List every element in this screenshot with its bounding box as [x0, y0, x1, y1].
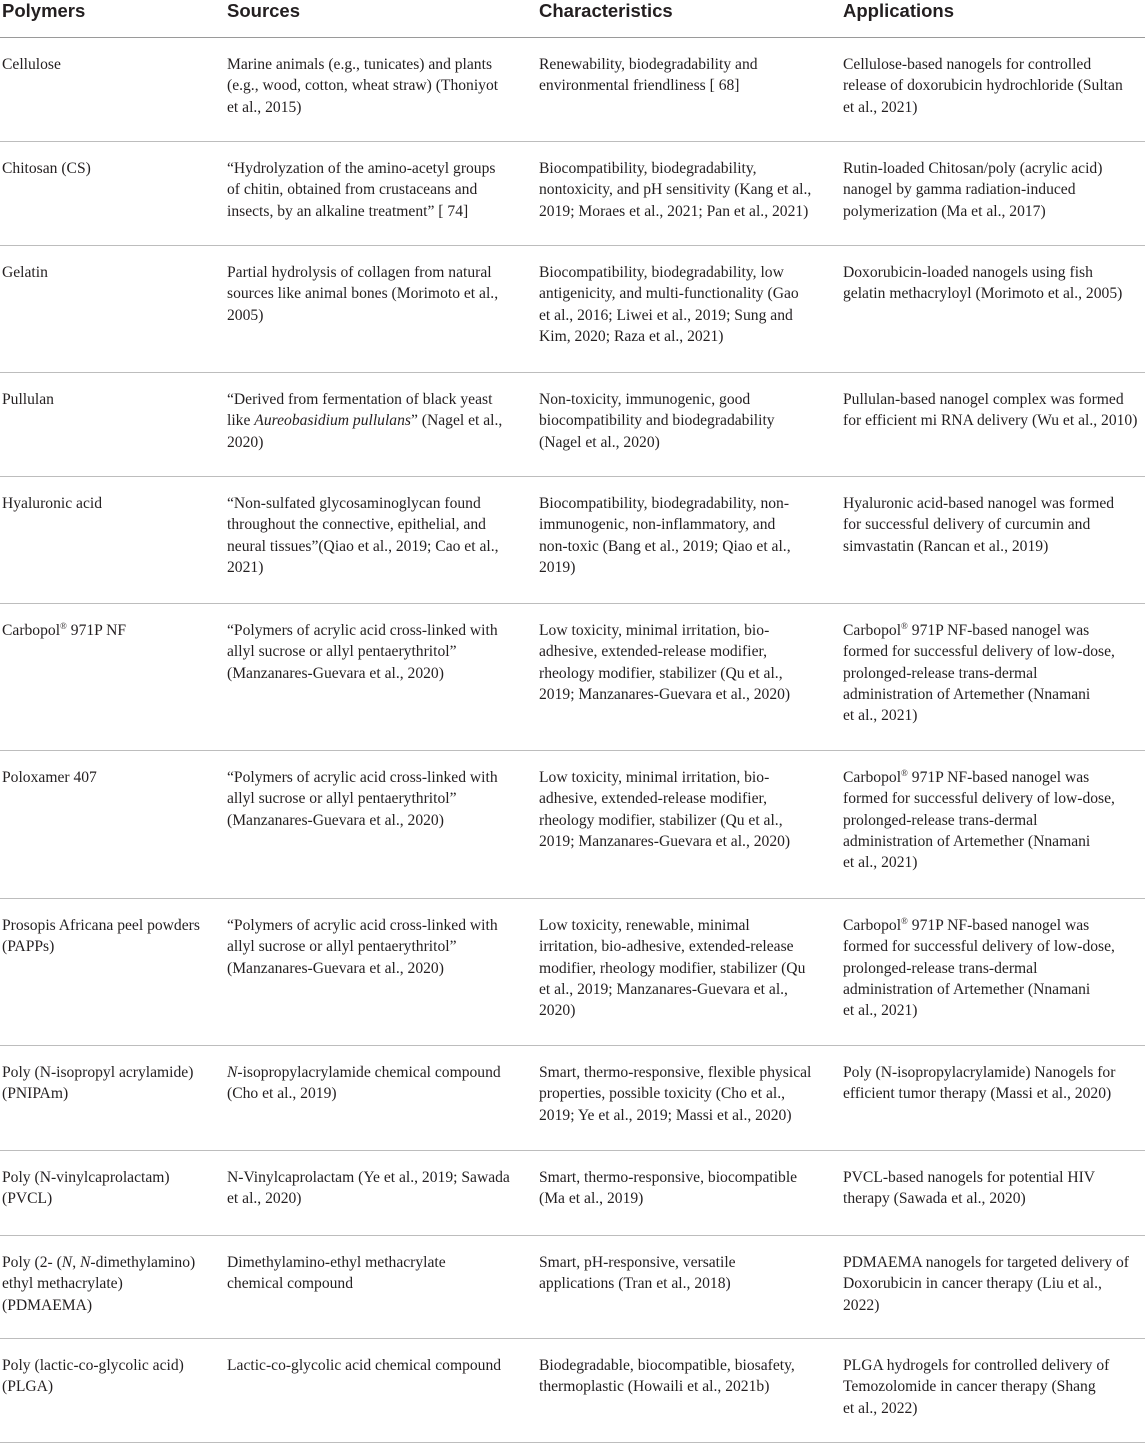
applications-cell: Cellulose-based nanogels for controlled release of doxorubicin hydrochloride (Sultan et al., 2021) [843, 38, 1145, 142]
characteristics-cell: Renewability, biodegradability and environmental friendliness [ 68] [539, 38, 843, 142]
registered-mark: ® [901, 768, 908, 778]
species-name: Aureobasidium pullulans [254, 412, 411, 430]
header-polymers: Polymers [0, 0, 227, 38]
polymer-cell: Prosopis Africana peel powders (PAPPs) [0, 899, 227, 1046]
table-row [0, 246, 1145, 373]
table-row [0, 751, 1145, 899]
table-row [0, 1236, 1145, 1339]
sources-cell: “Polymers of acrylic acid cross-linked with allyl sucrose or allyl pentaerythritol” (Manzanares-Guevara et al., 2020) [227, 899, 539, 1046]
sources-cell: Marine animals (e.g., tunicates) and plants (e.g., wood, cotton, wheat straw) (Thoniyot et al., 2015) [227, 38, 539, 142]
polymer-cell: Cellulose [0, 38, 227, 142]
table-row [0, 373, 1145, 477]
polymer-cell: Hyaluronic acid [0, 477, 227, 604]
applications-cell: Hyaluronic acid-based nanogel was formed for successful delivery of curcumin and simvastatin (Rancan et al., 2019) [843, 477, 1145, 604]
registered-mark: ® [901, 916, 908, 926]
applications-cell: Carbopol® 971P NF-based nanogel was formed for successful delivery of low-dose, prolonged-release trans-dermal administration of Artemether (Nnamani et al., 2021) [843, 899, 1145, 1046]
characteristics-cell: Biocompatibility, biodegradability, non- immunogenic, non-inflammatory, and non-toxic (Bang et al., 2019; Qiao et al., 2019) [539, 477, 843, 604]
applications-cell: Carbopol® 971P NF-based nanogel was formed for successful delivery of low-dose, prolonged-release trans-dermal administration of Artemether (Nnamani et al., 2021) [843, 604, 1145, 751]
characteristics-cell: Non-toxicity, immunogenic, good biocompatibility and biodegradability (Nagel et al., 2020) [539, 373, 843, 477]
table-row [0, 1339, 1145, 1443]
characteristics-cell: Low toxicity, minimal irritation, bio- adhesive, extended-release modifier, rheology modifier, stabilizer (Qu et al., 2019; Manzanares-Guevara et al., 2020) [539, 604, 843, 751]
sources-cell: “Polymers of acrylic acid cross-linked with allyl sucrose or allyl pentaerythritol” (Manzanares-Guevara et al., 2020) [227, 751, 539, 899]
characteristics-cell: Biocompatibility, biodegradability, low antigenicity, and multi-functionality (Gao et al., 2016; Liwei et al., 2019; Sung and Kim, 2020; Raza et al., 2021) [539, 246, 843, 373]
sources-cell: Dimethylamino-ethyl methacrylate chemical compound [227, 1236, 539, 1339]
characteristics-cell: Smart, thermo-responsive, biocompatible (Ma et al., 2019) [539, 1151, 843, 1236]
characteristics-cell: Low toxicity, renewable, minimal irritation, bio-adhesive, extended-release modifier, rheology modifier, stabilizer (Qu et al., 2019; Manzanares-Guevara et al., 2020) [539, 899, 843, 1046]
characteristics-cell: Smart, thermo-responsive, flexible physical properties, possible toxicity (Cho et al., 2019; Ye et al., 2019; Massi et al., 2020) [539, 1046, 843, 1151]
sources-cell: N-isopropylacrylamide chemical compound (Cho et al., 2019) [227, 1046, 539, 1151]
table-row [0, 899, 1145, 1046]
header-characteristics: Characteristics [539, 0, 843, 38]
applications-cell: Doxorubicin-loaded nanogels using fish gelatin methacryloyl (Morimoto et al., 2005) [843, 246, 1145, 373]
header-applications: Applications [843, 0, 1145, 38]
header-row [0, 0, 1145, 38]
polymer-cell: Poloxamer 407 [0, 751, 227, 899]
applications-cell: PVCL-based nanogels for potential HIV therapy (Sawada et al., 2020) [843, 1151, 1145, 1236]
polymer-cell: Poly (N-vinylcaprolactam) (PVCL) [0, 1151, 227, 1236]
registered-mark: ® [901, 621, 908, 631]
applications-cell: Poly (N-isopropylacrylamide) Nanogels for efficient tumor therapy (Massi et al., 2020) [843, 1046, 1145, 1151]
applications-cell: PLGA hydrogels for controlled delivery of Temozolomide in cancer therapy (Shang et al., 2022) [843, 1339, 1145, 1443]
polymer-cell: Pullulan [0, 373, 227, 477]
polymer-cell: Carbopol® 971P NF [0, 604, 227, 751]
applications-cell: Carbopol® 971P NF-based nanogel was formed for successful delivery of low-dose, prolonged-release trans-dermal administration of Artemether (Nnamani et al., 2021) [843, 751, 1145, 899]
sources-cell: Lactic-co-glycolic acid chemical compound [227, 1339, 539, 1443]
table-row [0, 142, 1145, 246]
table-row [0, 38, 1145, 142]
sources-cell: “Derived from fermentation of black yeast like Aureobasidium pullulans” (Nagel et al., 2020) [227, 373, 539, 477]
characteristics-cell: Low toxicity, minimal irritation, bio- adhesive, extended-release modifier, rheology modifier, stabilizer (Qu et al., 2019; Manzanares-Guevara et al., 2020) [539, 751, 843, 899]
applications-cell: PDMAEMA nanogels for targeted delivery of Doxorubicin in cancer therapy (Liu et al., 2022) [843, 1236, 1145, 1339]
header-sources: Sources [227, 0, 539, 38]
sources-cell: “Hydrolyzation of the amino-acetyl groups of chitin, obtained from crustaceans and insects, by an alkaline treatment” [ 74] [227, 142, 539, 246]
characteristics-cell: Smart, pH-responsive, versatile applications (Tran et al., 2018) [539, 1236, 843, 1339]
characteristics-cell: Biocompatibility, biodegradability, nontoxicity, and pH sensitivity (Kang et al., 2019; Moraes et al., 2021; Pan et al., 2021) [539, 142, 843, 246]
table-row [0, 604, 1145, 751]
applications-cell: Rutin-loaded Chitosan/poly (acrylic acid) nanogel by gamma radiation-induced polymerization (Ma et al., 2017) [843, 142, 1145, 246]
table-row [0, 477, 1145, 604]
polymer-cell: Poly (N-isopropyl acrylamide) (PNIPAm) [0, 1046, 227, 1151]
registered-mark: ® [60, 621, 67, 631]
sources-cell: “Polymers of acrylic acid cross-linked with allyl sucrose or allyl pentaerythritol” (Manzanares-Guevara et al., 2020) [227, 604, 539, 751]
polymer-cell: Poly (lactic-co-glycolic acid) (PLGA) [0, 1339, 227, 1443]
polymer-cell: Poly (2- (N, N-dimethylamino) ethyl methacrylate) (PDMAEMA) [0, 1236, 227, 1339]
polymer-cell: Chitosan (CS) [0, 142, 227, 246]
sources-cell: “Non-sulfated glycosaminoglycan found throughout the connective, epithelial, and neural tissues”(Qiao et al., 2019; Cao et al., 2021) [227, 477, 539, 604]
chem-prefix: N [227, 1064, 238, 1081]
sources-cell: Partial hydrolysis of collagen from natural sources like animal bones (Morimoto et al., 2005) [227, 246, 539, 373]
polymer-cell: Gelatin [0, 246, 227, 373]
characteristics-cell: Biodegradable, biocompatible, biosafety, thermoplastic (Howaili et al., 2021b) [539, 1339, 843, 1443]
chem-prefix: N [61, 1254, 73, 1271]
table-row [0, 1151, 1145, 1236]
table-row [0, 1046, 1145, 1151]
applications-cell: Pullulan-based nanogel complex was formed for efficient mi RNA delivery (Wu et al., 2010) [843, 373, 1145, 477]
chem-prefix: N [79, 1254, 91, 1271]
sources-cell: N-Vinylcaprolactam (Ye et al., 2019; Sawada et al., 2020) [227, 1151, 539, 1236]
